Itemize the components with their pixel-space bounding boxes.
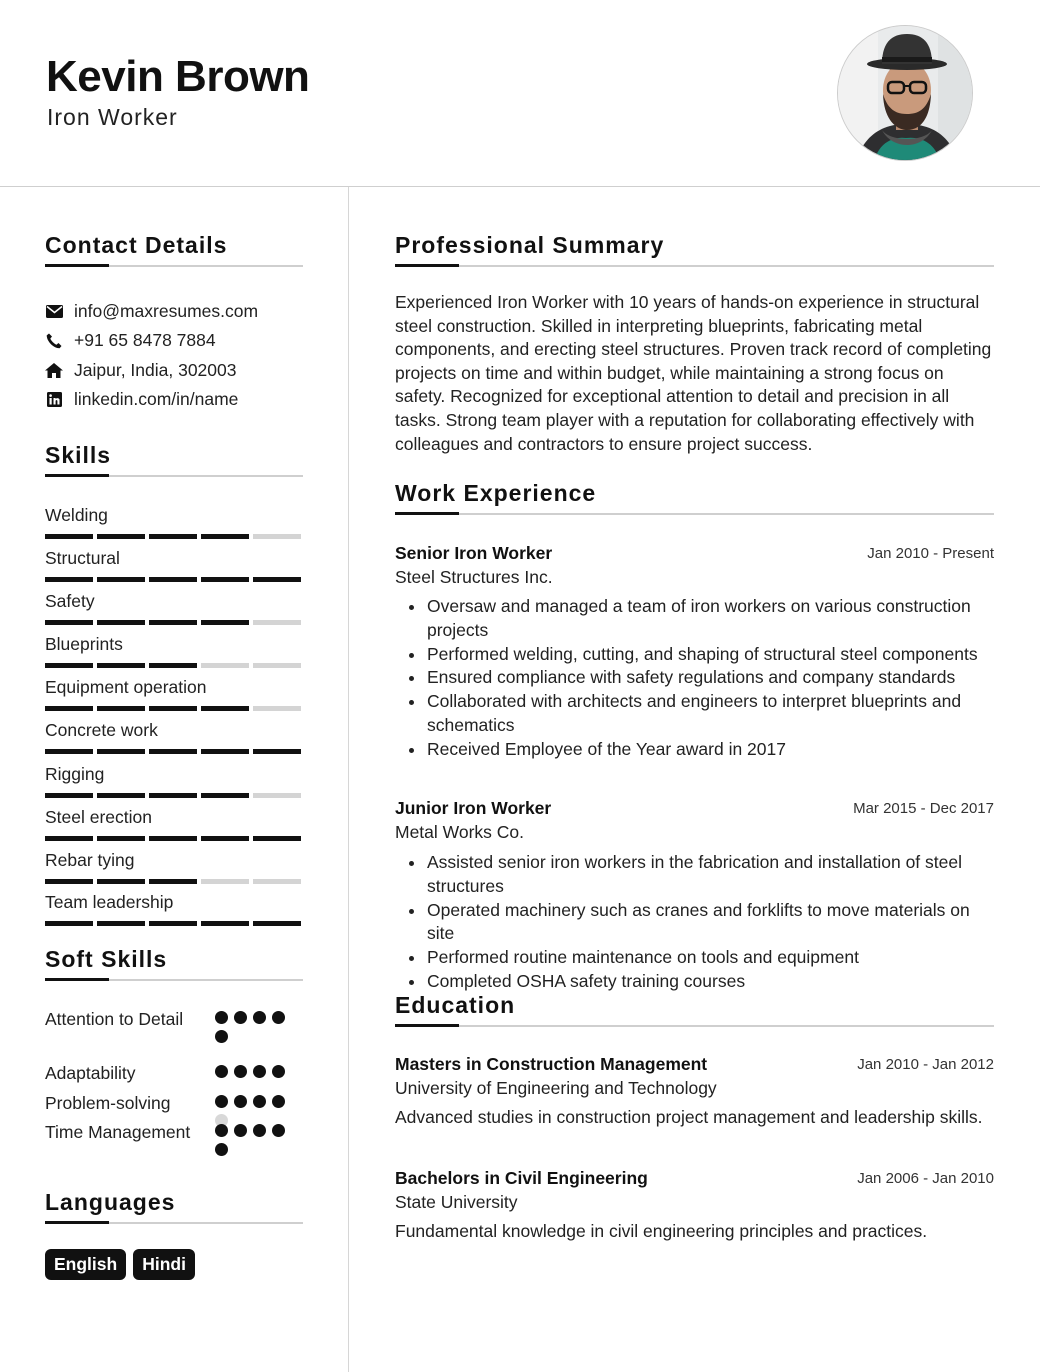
contact-location [45,356,303,385]
skill-name: Equipment operation [45,677,207,697]
rating-dot [253,1011,266,1024]
contact-phone-text: +91 65 8478 7884 [74,330,216,351]
languages-heading: Languages [45,1189,176,1215]
candidate-title: Iron Worker [47,104,178,130]
skill-level-bar [45,836,303,841]
skill-level-segment [97,879,145,884]
rating-dot [253,1095,266,1108]
section-rule [395,513,994,515]
skill-level-segment [201,836,249,841]
soft-skill-name: Problem-solving [45,1093,171,1113]
skill-level-segment [97,577,145,582]
soft-skill-row [45,1061,303,1086]
skill-level-segment [201,879,249,884]
skill-level-segment [149,793,197,798]
rating-dot [272,1095,285,1108]
summary-heading: Professional Summary [395,232,665,258]
skill-level-segment [201,921,249,926]
job-bullets [409,595,994,762]
skill-row [45,807,303,841]
skill-level-segment [45,879,93,884]
rating-dot [234,1065,247,1078]
rating-dot [215,1065,228,1078]
skill-level-segment [45,921,93,926]
skill-row [45,591,303,625]
rating-dot [234,1011,247,1024]
skill-level-segment [45,749,93,754]
skill-row [45,634,303,668]
contact-heading: Contact Details [45,232,228,258]
skill-level-segment [253,620,301,625]
skill-level-segment [201,620,249,625]
rating-dot [272,1011,285,1024]
skill-level-bar [45,706,303,711]
job-date: Jan 2010 - Present [867,545,994,562]
skill-level-segment [253,749,301,754]
soft-skill-row [45,1091,303,1116]
skill-level-segment [149,879,197,884]
job-title: Senior Iron Worker [395,543,553,563]
skill-level-segment [253,836,301,841]
list-item: Oversaw and managed a team of iron workers on various construction projects [409,595,994,643]
section-rule [45,265,303,267]
summary-text: Experienced Iron Worker with 10 years of hands-on experience in structural steel construction. Skilled in interpreting blueprints, fabricating metal components, and erecting steel structures. Proven track record of completing projects on time and within budget, while maintaining a strong focus on safety. Recognized for exceptional attention to detail and precision in all tasks. Strong team player with a reputation for collaborating effectively with colleagues and contractors to ensure project success. [395,292,992,454]
soft-skill-name: Attention to Detail [45,1009,184,1029]
skill-level-segment [253,706,301,711]
job-entry-header [395,798,994,843]
skill-level-segment [97,749,145,754]
skill-level-segment [149,749,197,754]
column-divider [348,187,349,1372]
skill-level-segment [149,577,197,582]
degree-title: Bachelors in Civil Engineering [395,1168,648,1188]
contact-list [45,297,303,414]
skill-row [45,548,303,582]
skill-row [45,720,303,754]
skill-level-bar [45,921,303,926]
language-tag: English [45,1249,126,1280]
skill-level-segment [253,921,301,926]
soft-skill-row [45,1007,303,1032]
skill-level-bar [45,620,303,625]
rating-dot [272,1124,285,1137]
list-item: Operated machinery such as cranes and forklifts to move materials on site [409,899,994,947]
experience-section [395,480,994,995]
skill-level-segment [97,921,145,926]
skill-level-bar [45,577,303,582]
skill-level-segment [201,749,249,754]
job-entry-header [395,543,994,588]
contact-email[interactable] [45,297,303,326]
skills-heading: Skills [45,442,112,468]
rating-dot [234,1095,247,1108]
skill-name: Concrete work [45,720,158,740]
skill-row [45,764,303,798]
skill-level-bar [45,749,303,754]
skill-row [45,677,303,711]
skill-name: Steel erection [45,807,153,827]
rating-dot [215,1095,228,1108]
skill-level-bar [45,663,303,668]
skill-level-segment [97,836,145,841]
skill-name: Blueprints [45,634,123,654]
avatar [837,25,973,161]
list-item: Completed OSHA safety training courses [409,970,994,994]
education-description: Fundamental knowledge in civil engineering principles and practices. [395,1221,928,1241]
rating-dot [215,1030,228,1043]
soft-skill-rating [215,1065,295,1078]
candidate-name: Kevin Brown [46,52,310,101]
education-section [395,992,994,1262]
summary-section [395,232,994,456]
skill-level-segment [45,706,93,711]
job-bullets [409,851,994,994]
language-tag: Hindi [133,1249,195,1280]
avatar-photo-icon [838,26,973,161]
degree-title: Masters in Construction Management [395,1054,708,1074]
rating-dot [215,1011,228,1024]
skill-level-segment [97,663,145,668]
skill-level-segment [45,793,93,798]
skill-level-segment [149,706,197,711]
list-item: Assisted senior iron workers in the fabrication and installation of steel structures [409,851,994,899]
school-name: State University [395,1192,518,1212]
skill-level-bar [45,793,303,798]
envelope-icon [45,303,63,321]
skill-level-bar [45,534,303,539]
skill-name: Team leadership [45,892,174,912]
skill-name: Safety [45,591,95,611]
linkedin-icon [45,391,63,409]
skill-level-segment [253,879,301,884]
skill-level-bar [45,879,303,884]
list-item: Ensured compliance with safety regulations and company standards [409,666,994,690]
section-rule [45,979,303,981]
skill-level-segment [149,921,197,926]
soft-skill-rating [215,1011,295,1043]
skill-level-segment [201,793,249,798]
section-rule [45,1222,303,1224]
section-rule [395,1025,994,1027]
languages-section [45,1189,303,1289]
skill-level-segment [149,620,197,625]
section-rule [45,475,303,477]
experience-heading: Work Experience [395,480,597,506]
skill-row [45,850,303,884]
skill-level-segment [45,663,93,668]
skill-level-segment [45,577,93,582]
resume-header [0,0,1040,187]
skill-level-segment [45,534,93,539]
education-date: Jan 2010 - Jan 2012 [857,1056,994,1073]
soft-skills-section [45,946,303,1176]
job-date: Mar 2015 - Dec 2017 [853,800,994,817]
education-description: Advanced studies in construction project management and leadership skills. [395,1107,983,1127]
phone-icon [45,332,63,350]
soft-skills-heading: Soft Skills [45,946,168,972]
education-entry [395,1168,994,1244]
skill-row [45,505,303,539]
skill-level-segment [149,663,197,668]
list-item: Performed welding, cutting, and shaping of structural steel components [409,643,994,667]
skill-level-segment [201,706,249,711]
contact-linkedin[interactable] [45,385,303,414]
skills-section [45,442,303,932]
rating-dot [215,1124,228,1137]
skill-name: Welding [45,505,108,525]
skill-row [45,892,303,926]
skill-level-segment [149,534,197,539]
soft-skill-rating [215,1124,295,1156]
contact-linkedin-text: linkedin.com/in/name [74,389,239,410]
skill-level-segment [253,577,301,582]
soft-skill-name: Adaptability [45,1063,136,1083]
rating-dot [253,1124,266,1137]
section-rule [395,265,994,267]
school-name: University of Engineering and Technology [395,1078,717,1098]
education-entry [395,1054,994,1130]
skill-level-segment [149,836,197,841]
skill-level-segment [253,663,301,668]
skill-level-segment [253,534,301,539]
list-item: Collaborated with architects and engineers to interpret blueprints and schematics [409,690,994,738]
list-item: Performed routine maintenance on tools and equipment [409,946,994,970]
skill-level-segment [97,534,145,539]
contact-location-text: Jaipur, India, 302003 [74,359,237,380]
rating-dot [215,1143,228,1156]
list-item: Received Employee of the Year award in 2017 [409,738,994,762]
rating-dot [253,1065,266,1078]
home-icon [45,361,63,379]
skill-level-segment [45,620,93,625]
contact-phone[interactable] [45,326,303,355]
job-company: Metal Works Co. [395,822,525,842]
skill-level-segment [201,577,249,582]
rating-dot [272,1065,285,1078]
job-title: Junior Iron Worker [395,798,552,818]
skill-level-segment [253,793,301,798]
language-tags [45,1249,195,1280]
education-heading: Education [395,992,516,1018]
skill-level-segment [97,793,145,798]
skill-level-segment [45,836,93,841]
skill-name: Structural [45,548,120,568]
skill-name: Rigging [45,764,105,784]
soft-skill-row [45,1120,303,1145]
contact-section [45,232,303,414]
job-company: Steel Structures Inc. [395,567,553,587]
education-date: Jan 2006 - Jan 2010 [857,1170,994,1187]
skill-level-segment [201,534,249,539]
soft-skill-name: Time Management [45,1122,191,1142]
skill-level-segment [97,706,145,711]
skill-name: Rebar tying [45,850,135,870]
skill-level-segment [97,620,145,625]
contact-email-text: info@maxresumes.com [74,301,259,322]
skill-level-segment [201,663,249,668]
rating-dot [234,1124,247,1137]
